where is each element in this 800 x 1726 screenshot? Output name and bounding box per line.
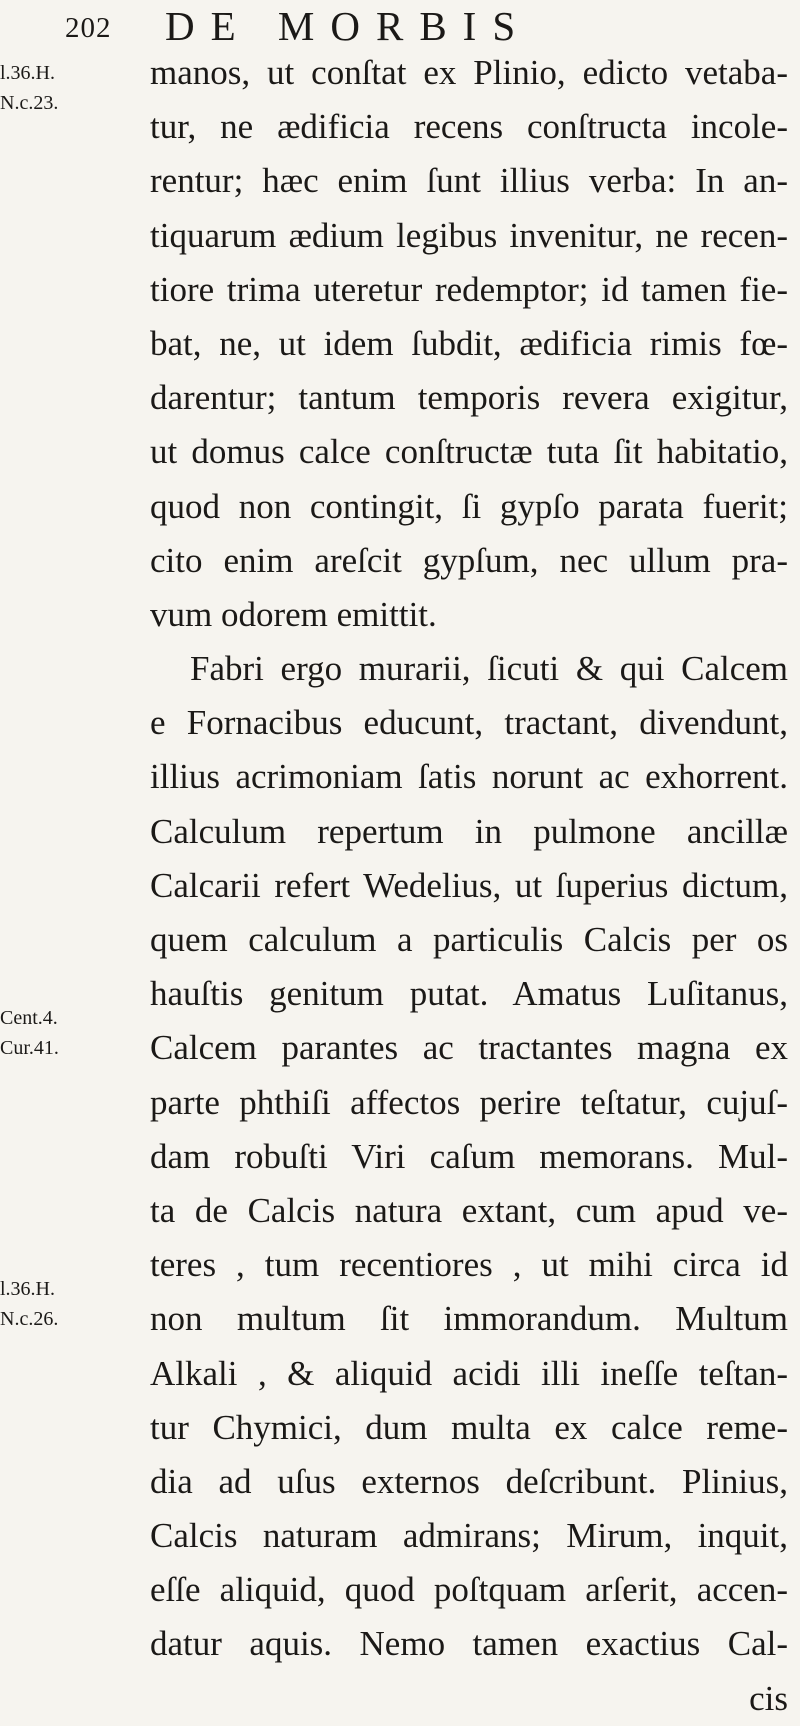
text-line: Alkali , & aliquid acidi illi ineſſe teſtan- (150, 1353, 788, 1393)
margin-note-line: N.c.26. (0, 1308, 59, 1330)
margin-note-line: Cent.4. (0, 1007, 58, 1029)
margin-note-line: l.36.H. (0, 1278, 55, 1300)
text-line: teres , tum recentiores , ut mihi circa id (150, 1245, 788, 1285)
margin-note-line: l.36.H. (0, 62, 55, 84)
text-line: dia ad uſus externos deſcribunt. Plinius, (150, 1461, 788, 1501)
text-line: e Fornacibus educunt, tractant, divendunt, (150, 703, 788, 743)
margin-note-line: N.c.23. (0, 92, 59, 114)
text-line: dam robuſti Viri caſum memorans. Mul- (150, 1136, 788, 1176)
text-line: parte phthiſi affectos perire teſtatur, cujuſ- (150, 1082, 788, 1122)
text-line: tur Chymici, dum multa ex calce reme- (150, 1407, 788, 1447)
margin-note (0, 1003, 140, 1063)
text-line: darentur; tantum temporis revera exigitur, (150, 378, 788, 418)
text-line: Calcem parantes ac tractantes magna ex (150, 1028, 788, 1068)
text-line: Calcis naturam admirans; Mirum, inquit, (150, 1516, 788, 1556)
text-line: tiquarum ædium legibus invenitur, ne recen- (150, 215, 788, 255)
text-line: vum odorem emittit. (150, 594, 437, 634)
text-line: Calcarii refert Wedelius, ut ſuperius dictum, (150, 865, 788, 905)
margin-note-line: Cur.41. (0, 1037, 59, 1059)
text-line: hauſtis genitum putat. Amatus Luſitanus, (150, 974, 788, 1014)
text-line: quod non contingit, ſi gypſo parata fuerit; (150, 486, 788, 526)
text-line: cito enim areſcit gypſum, nec ullum pra- (150, 540, 788, 580)
text-line: tiore trima uteretur redemptor; id tamen fie- (150, 269, 788, 309)
text-line: datur aquis. Nemo tamen exactius Cal- (150, 1624, 788, 1664)
text-line: quem calculum a particulis Calcis per os (150, 920, 788, 959)
text-line: Calculum repertum in pulmone ancillæ (150, 811, 788, 851)
text-line: manos, ut conſtat ex Plinio, edicto vetaba- (150, 53, 788, 92)
text-line: non multum ſit immorandum. Multum (150, 1299, 788, 1339)
text-line: Fabri ergo murarii, ſicuti & qui Calcem (190, 649, 788, 689)
catchword: cis (749, 1678, 788, 1718)
text-line: rentur; hæc enim ſunt illius verba: In an- (150, 161, 788, 201)
margin-note (0, 58, 140, 118)
text-line: bat, ne, ut idem ſubdit, ædificia rimis fœ- (150, 323, 788, 363)
margin-note (0, 1274, 140, 1334)
text-line: illius acrimoniam ſatis norunt ac exhorrent. (150, 757, 788, 797)
page-number: 202 (65, 12, 112, 44)
body-text (150, 46, 788, 1726)
running-head: DE MORBIS (165, 3, 532, 49)
text-line: tur, ne ædificia recens conſtructa incole- (150, 107, 788, 147)
text-line: ta de Calcis natura extant, cum apud ve- (150, 1190, 788, 1230)
page-header (0, 2, 800, 52)
text-line: ut domus calce conſtructæ tuta ſit habitatio, (150, 432, 788, 472)
text-line: eſſe aliquid, quod poſtquam arſerit, accen- (150, 1570, 788, 1610)
